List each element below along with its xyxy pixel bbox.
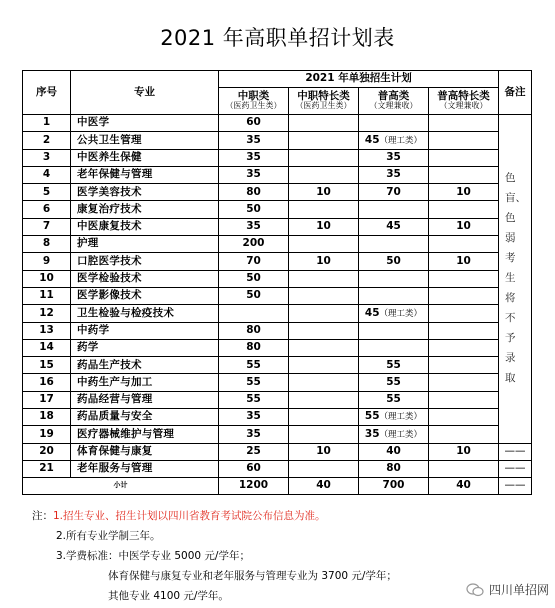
row-seq: 4 (23, 166, 71, 183)
row-major: 护理 (71, 236, 219, 253)
table-row (23, 253, 532, 270)
header-col-highschool-special: 普高特长类 （文理兼收） (429, 88, 499, 115)
row-note: —— (499, 460, 532, 477)
row-seq: 14 (23, 339, 71, 356)
row-vocational: 55 (219, 357, 289, 374)
row-highschool (359, 287, 429, 304)
row-highschool-special (429, 305, 499, 322)
row-seq: 13 (23, 322, 71, 339)
row-highschool (359, 115, 429, 132)
row-highschool: 70 (359, 184, 429, 201)
note-color-blind: 色盲、色弱考生将不予录取 (499, 115, 532, 444)
row-highschool: 55 (359, 391, 429, 408)
row-vocational: 35 (219, 409, 289, 426)
row-highschool (359, 201, 429, 218)
row-highschool (359, 270, 429, 287)
row-major: 药品经营与管理 (71, 391, 219, 408)
page-title: 2021 年高职单招计划表 (160, 26, 395, 50)
total-highschool: 700 (359, 478, 429, 495)
row-highschool-special (429, 149, 499, 166)
watermark (466, 581, 549, 598)
note-3: 3.学费标准：中医学专业 5000 元/学年； (56, 550, 250, 562)
table-row (23, 391, 532, 408)
row-major: 医学检验技术 (71, 270, 219, 287)
row-major: 体育保健与康复 (71, 443, 219, 460)
row-vocational-special (289, 115, 359, 132)
row-vocational-special (289, 287, 359, 304)
row-major: 中医养生保健 (71, 149, 219, 166)
row-highschool-special: 10 (429, 184, 499, 201)
header-col-vocational: 中职类 （医药卫生类） (219, 88, 289, 115)
row-highschool-special (429, 374, 499, 391)
row-vocational: 70 (219, 253, 289, 270)
row-vocational-special (289, 426, 359, 443)
header-group: 2021 年单独招生计划 (219, 71, 499, 88)
row-vocational: 35 (219, 426, 289, 443)
row-highschool: 80 (359, 460, 429, 477)
row-highschool: 45（理工类） (359, 132, 429, 149)
row-major: 医学美容技术 (71, 184, 219, 201)
row-highschool-special (429, 409, 499, 426)
row-highschool-special: 10 (429, 443, 499, 460)
row-vocational: 35 (219, 132, 289, 149)
row-vocational: 50 (219, 287, 289, 304)
header-col-highschool: 普高类 （文理兼收） (359, 88, 429, 115)
row-highschool (359, 322, 429, 339)
row-vocational-special: 10 (289, 253, 359, 270)
total-vocational-special: 40 (289, 478, 359, 495)
footnotes (32, 506, 522, 606)
row-vocational: 50 (219, 201, 289, 218)
row-highschool-special (429, 357, 499, 374)
row-highschool: 55（理工类） (359, 409, 429, 426)
row-vocational-special (289, 270, 359, 287)
note-2: 2.所有专业学制三年。 (56, 530, 161, 542)
total-highschool-special: 40 (429, 478, 499, 495)
row-vocational-special (289, 460, 359, 477)
row-major: 卫生检验与检疫技术 (71, 305, 219, 322)
row-highschool-special: 10 (429, 253, 499, 270)
row-seq: 6 (23, 201, 71, 218)
table-row (23, 374, 532, 391)
row-major: 药品生产技术 (71, 357, 219, 374)
row-seq: 19 (23, 426, 71, 443)
table-row (23, 236, 532, 253)
row-highschool: 55 (359, 357, 429, 374)
row-highschool: 45（理工类） (359, 305, 429, 322)
wechat-icon (466, 583, 484, 597)
row-major: 中药生产与加工 (71, 374, 219, 391)
row-seq: 21 (23, 460, 71, 477)
row-highschool-special (429, 236, 499, 253)
row-highschool-special (429, 201, 499, 218)
total-note: —— (499, 478, 532, 495)
row-highschool: 50 (359, 253, 429, 270)
table-row (23, 184, 532, 201)
row-highschool-special (429, 426, 499, 443)
row-vocational: 80 (219, 322, 289, 339)
row-seq: 17 (23, 391, 71, 408)
row-seq: 20 (23, 443, 71, 460)
row-vocational: 35 (219, 166, 289, 183)
row-vocational: 50 (219, 270, 289, 287)
row-highschool-special (429, 322, 499, 339)
row-vocational-special (289, 305, 359, 322)
row-major: 医疗器械维护与管理 (71, 426, 219, 443)
table-row (23, 201, 532, 218)
row-highschool-special (429, 270, 499, 287)
row-highschool: 40 (359, 443, 429, 460)
table-row (23, 443, 532, 460)
total-label: 小计 (23, 478, 219, 495)
row-highschool-special: 10 (429, 218, 499, 235)
row-highschool-special (429, 166, 499, 183)
row-major: 中药学 (71, 322, 219, 339)
row-highschool-special (429, 287, 499, 304)
table-row (23, 322, 532, 339)
row-major: 医学影像技术 (71, 287, 219, 304)
row-major: 老年保健与管理 (71, 166, 219, 183)
row-highschool-special (429, 115, 499, 132)
row-highschool: 35 (359, 166, 429, 183)
table-row (23, 115, 532, 132)
row-major: 中医学 (71, 115, 219, 132)
row-vocational: 55 (219, 391, 289, 408)
row-major: 公共卫生管理 (71, 132, 219, 149)
table-row (23, 339, 532, 356)
row-seq: 15 (23, 357, 71, 374)
row-highschool: 35（理工类） (359, 426, 429, 443)
row-vocational: 200 (219, 236, 289, 253)
row-highschool (359, 236, 429, 253)
header-major: 专业 (71, 71, 219, 115)
row-seq: 8 (23, 236, 71, 253)
header-col-vocational-special: 中职特长类 （医药卫生类） (289, 88, 359, 115)
row-vocational-special (289, 409, 359, 426)
note-1: 注：1.招生专业、招生计划以四川省教育考试院公布信息为准。 (32, 510, 326, 522)
row-highschool-special (429, 460, 499, 477)
row-seq: 5 (23, 184, 71, 201)
row-vocational (219, 305, 289, 322)
table-row (23, 132, 532, 149)
row-seq: 2 (23, 132, 71, 149)
row-seq: 9 (23, 253, 71, 270)
row-note: —— (499, 443, 532, 460)
enrollment-plan-table (22, 70, 532, 495)
table-row (23, 357, 532, 374)
row-vocational-special (289, 339, 359, 356)
row-vocational-special: 10 (289, 184, 359, 201)
row-vocational-special (289, 166, 359, 183)
row-vocational-special (289, 391, 359, 408)
row-vocational-special (289, 132, 359, 149)
row-highschool-special (429, 132, 499, 149)
header-note: 备注 (499, 71, 532, 115)
row-vocational-special: 10 (289, 218, 359, 235)
row-highschool: 35 (359, 149, 429, 166)
table-row (23, 287, 532, 304)
watermark-text: 四川单招网 (488, 583, 549, 597)
table-row (23, 218, 532, 235)
row-vocational-special (289, 322, 359, 339)
row-seq: 18 (23, 409, 71, 426)
note-3-line-2: 体育保健与康复专业和老年服务与管理专业为 3700 元/学年； (108, 570, 397, 582)
row-highschool-special (429, 339, 499, 356)
row-vocational-special (289, 201, 359, 218)
row-vocational-special (289, 357, 359, 374)
table-row (23, 166, 532, 183)
row-major: 口腔医学技术 (71, 253, 219, 270)
row-vocational: 80 (219, 339, 289, 356)
row-seq: 10 (23, 270, 71, 287)
row-major: 药品质量与安全 (71, 409, 219, 426)
row-highschool: 45 (359, 218, 429, 235)
row-vocational: 80 (219, 184, 289, 201)
row-seq: 12 (23, 305, 71, 322)
row-highschool (359, 339, 429, 356)
row-seq: 16 (23, 374, 71, 391)
row-vocational: 35 (219, 149, 289, 166)
row-seq: 7 (23, 218, 71, 235)
row-highschool: 55 (359, 374, 429, 391)
table-row (23, 409, 532, 426)
table-row (23, 460, 532, 477)
total-vocational: 1200 (219, 478, 289, 495)
table-row (23, 270, 532, 287)
row-major: 中医康复技术 (71, 218, 219, 235)
row-highschool-special (429, 391, 499, 408)
row-vocational: 60 (219, 460, 289, 477)
row-seq: 1 (23, 115, 71, 132)
row-seq: 3 (23, 149, 71, 166)
total-row (23, 478, 532, 495)
row-vocational: 60 (219, 115, 289, 132)
row-vocational: 55 (219, 374, 289, 391)
row-vocational: 35 (219, 218, 289, 235)
row-vocational-special: 10 (289, 443, 359, 460)
table-row (23, 305, 532, 322)
table-row (23, 426, 532, 443)
row-vocational-special (289, 374, 359, 391)
row-vocational: 25 (219, 443, 289, 460)
row-vocational-special (289, 236, 359, 253)
header-seq: 序号 (23, 71, 71, 115)
row-major: 康复治疗技术 (71, 201, 219, 218)
note-3-line-3: 其他专业 4100 元/学年。 (108, 590, 229, 602)
row-major: 药学 (71, 339, 219, 356)
row-major: 老年服务与管理 (71, 460, 219, 477)
row-seq: 11 (23, 287, 71, 304)
row-vocational-special (289, 149, 359, 166)
table-row (23, 149, 532, 166)
